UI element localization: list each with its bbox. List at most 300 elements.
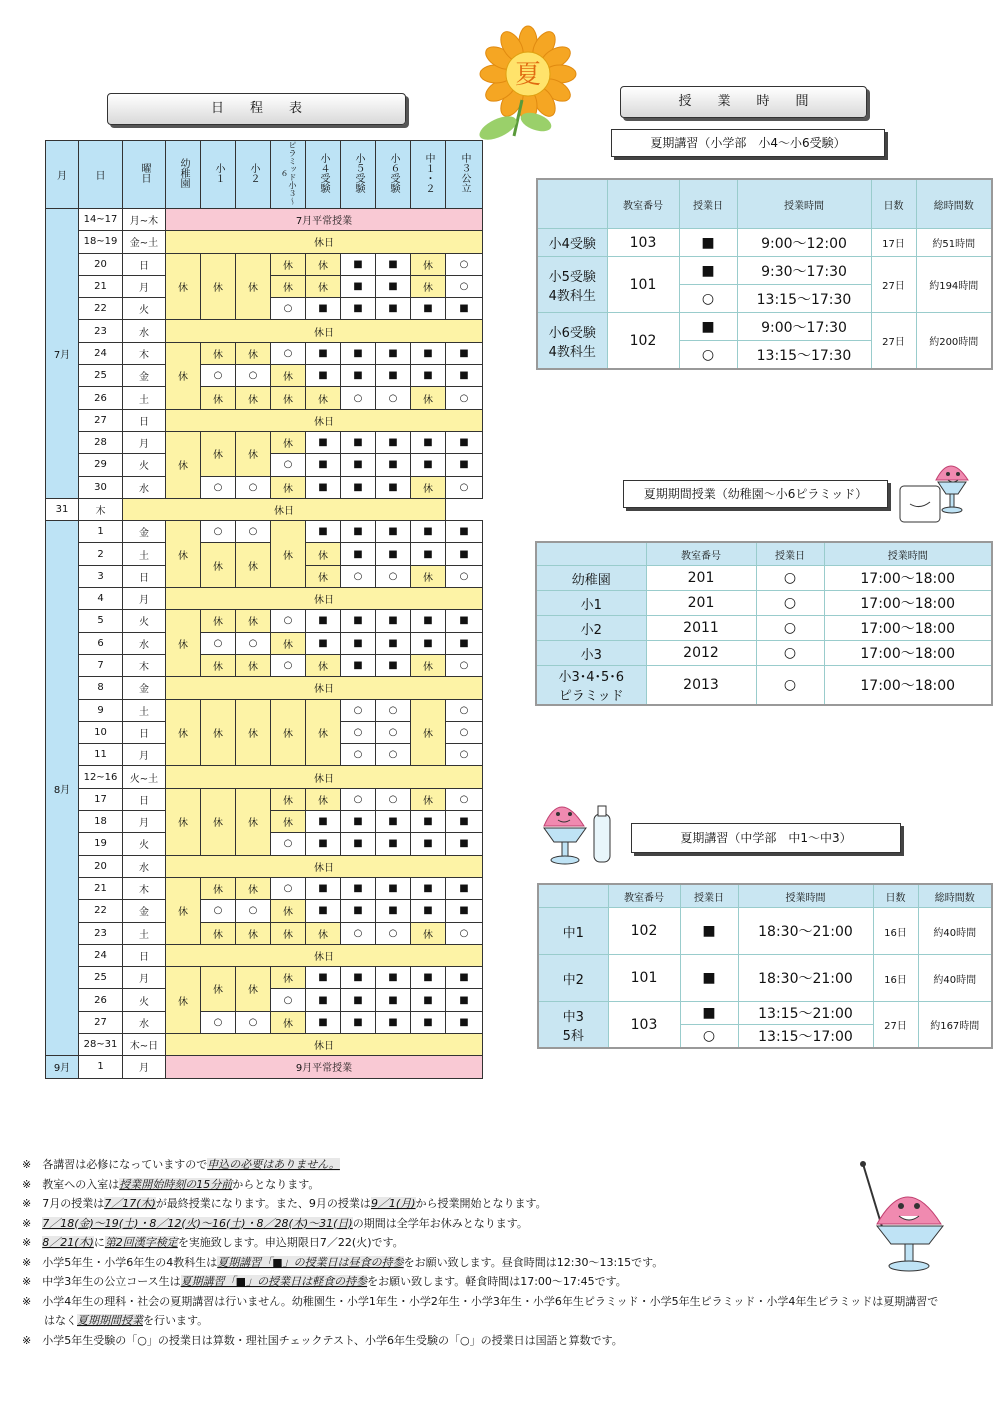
row-label: 小1 <box>536 591 646 616</box>
room-number: 102 <box>608 908 680 955</box>
grade-cell: ■ <box>376 275 411 297</box>
grade-cell: ○ <box>271 342 306 364</box>
row-label: 小3 <box>536 641 646 666</box>
grade-cell: ■ <box>376 253 411 275</box>
date-cell: 14~17 <box>79 209 123 231</box>
grade-cell: ■ <box>306 431 341 453</box>
grade-cell: 休 <box>411 253 446 275</box>
class-time-title: 授 業 時 間 <box>678 94 809 109</box>
weekday-cell: 水 <box>123 320 166 342</box>
room-number: 102 <box>607 313 679 370</box>
note-text: ※ 教室への入室は <box>22 1177 120 1191</box>
grade-cell: ■ <box>341 298 376 320</box>
table-row <box>536 666 992 706</box>
class-day-mark: ○ <box>679 285 737 313</box>
grade-cell: 休 <box>236 431 271 476</box>
total-hours: 約40時間 <box>918 908 992 955</box>
grade-cell: ■ <box>306 342 341 364</box>
grade-cell: ■ <box>341 476 376 498</box>
note-text: ※ 小学5年生受験の「○」の授業日は算数・理社国チェックテスト、小学6年生受験の「○」の授業日は国語と算数です。 <box>22 1333 623 1347</box>
t1-caption-box <box>611 129 885 157</box>
note-text: ※ 7月の授業は <box>22 1197 105 1210</box>
schedule-row <box>46 409 483 431</box>
grade-cell: 休 <box>306 253 341 275</box>
grade-cell: 休 <box>236 788 271 855</box>
schedule-row <box>46 498 483 520</box>
weekday-cell: 土 <box>123 699 166 721</box>
header-row <box>538 884 992 908</box>
grade-cell: 休 <box>411 654 446 676</box>
grade-cell: ■ <box>411 989 446 1011</box>
grade-cell: ■ <box>376 298 411 320</box>
grade-cell: ○ <box>236 365 271 387</box>
grade-cell: ■ <box>411 632 446 654</box>
header-cell: 授業時間 <box>738 884 873 908</box>
grade-cell: 休 <box>306 699 341 766</box>
grade-cell: ○ <box>446 721 483 743</box>
grade-cell: ■ <box>376 431 411 453</box>
grade-cell: 休 <box>306 654 341 676</box>
grade-cell: 休 <box>201 699 236 766</box>
table-row <box>537 229 992 257</box>
col-pyramid: ピラミッド小３〜６ <box>271 141 306 209</box>
period-class-table <box>535 541 993 706</box>
schedule-row <box>46 342 483 364</box>
grade-cell: ■ <box>446 342 483 364</box>
col-g4exam: 小４受験 <box>306 141 341 209</box>
grade-cell: ■ <box>446 365 483 387</box>
grade-cell: ■ <box>376 1011 411 1033</box>
grade-cell: ■ <box>341 275 376 297</box>
grade-cell: ■ <box>376 342 411 364</box>
total-hours: 約51時間 <box>916 229 992 257</box>
holiday-cell: 休日 <box>166 766 483 788</box>
class-time-title-box <box>620 86 867 118</box>
grade-cell: ■ <box>306 610 341 632</box>
class-time: 18:30～21:00 <box>738 955 873 1002</box>
grade-cell: 休 <box>166 253 201 320</box>
t2-caption: 夏期期間授業（幼稚園～小6ピラミッド） <box>643 487 868 501</box>
weekday-cell: 金 <box>123 365 166 387</box>
grade-cell: 休 <box>271 632 306 654</box>
holiday-cell: 休日 <box>166 231 483 253</box>
grade-cell: ○ <box>271 877 306 899</box>
date-cell: 8 <box>79 677 123 699</box>
header-cell: 教室番号 <box>608 884 680 908</box>
grade-cell: ■ <box>376 476 411 498</box>
class-day-mark: ○ <box>756 566 824 591</box>
note-line <box>22 1292 982 1312</box>
grade-cell: 休 <box>411 788 446 810</box>
note-emphasis: 第2回漢字検定 <box>104 1236 178 1249</box>
class-time: 17:00～18:00 <box>824 641 992 666</box>
schedule-row <box>46 431 483 453</box>
date-cell: 11 <box>79 744 123 766</box>
grade-cell: ■ <box>341 811 376 833</box>
note-text: が最終授業になります。また、9月の授業は <box>155 1197 371 1210</box>
day-count: 16日 <box>873 955 918 1002</box>
class-time: 18:30～21:00 <box>738 908 873 955</box>
date-cell: 17 <box>79 788 123 810</box>
grade-cell: ■ <box>411 298 446 320</box>
date-cell: 10 <box>79 721 123 743</box>
grade-cell: ■ <box>341 521 376 543</box>
grade-cell: ○ <box>341 387 376 409</box>
note-text: ※ <box>22 1216 43 1230</box>
grade-cell: ■ <box>376 365 411 387</box>
grade-cell: ■ <box>446 833 483 855</box>
grade-cell: ○ <box>236 900 271 922</box>
weekday-cell: 土 <box>123 922 166 944</box>
grade-cell: ○ <box>271 610 306 632</box>
grade-cell: 休 <box>271 699 306 766</box>
row-label: 幼稚園 <box>536 566 646 591</box>
grade-cell: 休 <box>271 387 306 409</box>
note-emphasis: 申込の必要はありません。 <box>207 1158 340 1171</box>
grade-cell: 休 <box>236 610 271 632</box>
class-day-mark: ■ <box>679 257 737 285</box>
class-day-mark: ○ <box>756 666 824 706</box>
grade-cell: 休 <box>271 476 306 498</box>
schedule-row <box>46 877 483 899</box>
grade-cell: ○ <box>271 654 306 676</box>
grade-cell: ■ <box>341 900 376 922</box>
note-text: をお願い致します。軽食時間は17:00～17:45です。 <box>367 1275 627 1288</box>
weekday-cell: 日 <box>123 253 166 275</box>
class-day-mark: ■ <box>679 229 737 257</box>
grade-cell: 休 <box>201 431 236 476</box>
grade-cell: 休 <box>201 610 236 632</box>
grade-cell: ○ <box>446 476 483 498</box>
note-line <box>22 1272 982 1292</box>
grade-cell: ■ <box>306 476 341 498</box>
note-text: の期間は全学年お休みとなります。 <box>352 1216 528 1230</box>
schedule-row <box>46 632 483 654</box>
weekday-cell: 木 <box>123 654 166 676</box>
grade-cell: ○ <box>376 922 411 944</box>
table-row <box>537 257 992 285</box>
grade-cell: 休 <box>166 967 201 1034</box>
date-cell: 24 <box>79 944 123 966</box>
grade-cell: ○ <box>236 632 271 654</box>
grade-cell: ■ <box>411 365 446 387</box>
grade-cell: ■ <box>306 365 341 387</box>
grade-cell: ○ <box>446 253 483 275</box>
grade-cell: 休 <box>411 565 446 587</box>
date-cell: 18~19 <box>79 231 123 253</box>
date-cell: 12~16 <box>79 766 123 788</box>
holiday-cell: 休日 <box>166 320 483 342</box>
col-month: 月 <box>46 141 79 209</box>
note-emphasis: 8／21(木) <box>42 1236 94 1249</box>
note-line <box>22 1253 982 1273</box>
grade-cell: ○ <box>446 699 483 721</box>
regular-class-cell: 9月平常授業 <box>166 1056 483 1078</box>
class-time: 17:00～18:00 <box>824 566 992 591</box>
weekday-cell: 金~土 <box>123 231 166 253</box>
note-text: をお願い致します。昼食時間は12:30～13:15です。 <box>403 1255 664 1269</box>
schedule-row <box>46 922 483 944</box>
schedule-row <box>46 967 483 989</box>
date-cell: 31 <box>46 498 79 520</box>
grade-cell: 休 <box>306 788 341 810</box>
class-day-mark: ■ <box>680 908 738 955</box>
grade-cell: 休 <box>201 922 236 944</box>
schedule-row <box>46 209 483 231</box>
schedule-row <box>46 610 483 632</box>
col-kinder: 幼稚園 <box>166 141 201 209</box>
grade-cell: ○ <box>271 454 306 476</box>
grade-cell: 休 <box>166 699 201 766</box>
table-row <box>538 908 992 955</box>
grade-cell: ○ <box>201 365 236 387</box>
total-hours: 約200時間 <box>916 313 992 370</box>
grade-cell: ■ <box>306 1011 341 1033</box>
grade-cell: ■ <box>341 454 376 476</box>
note-text: ※ 小学5年生・小学6年生の4教科生は <box>22 1255 218 1269</box>
schedule-row <box>46 766 483 788</box>
schedule-row <box>46 387 483 409</box>
grade-cell: 休 <box>166 521 201 588</box>
class-day-mark: ■ <box>680 955 738 1002</box>
grade-cell: 休 <box>201 654 236 676</box>
holiday-cell: 休日 <box>166 677 483 699</box>
schedule-row <box>46 1011 483 1033</box>
note-emphasis: 7／18(金)～19(土)・8／12(火)～16(土)・8／28(木)～31(日) <box>42 1216 353 1230</box>
date-cell: 30 <box>79 476 123 498</box>
grade-cell: 休 <box>271 811 306 833</box>
grade-cell: ■ <box>306 833 341 855</box>
date-cell: 23 <box>79 922 123 944</box>
weekday-cell: 木 <box>79 498 123 520</box>
weekday-cell: 水 <box>123 1011 166 1033</box>
row-label: 小4受験 <box>537 229 607 257</box>
note-text: を実施致します。申込期限日7／22(火)です。 <box>177 1236 404 1249</box>
grade-cell: ■ <box>341 877 376 899</box>
date-cell: 5 <box>79 610 123 632</box>
weekday-cell: 火 <box>123 833 166 855</box>
header-cell: 授業日 <box>680 884 738 908</box>
schedule-row <box>46 855 483 877</box>
room-number: 101 <box>607 257 679 313</box>
t2-caption-box <box>623 480 888 508</box>
month-cell: 9月 <box>46 1056 79 1078</box>
header-cell: 総時間数 <box>918 884 992 908</box>
grade-cell: ○ <box>446 788 483 810</box>
grade-cell: ■ <box>341 543 376 565</box>
date-cell: 25 <box>79 365 123 387</box>
table-row <box>536 616 992 641</box>
grade-cell: ■ <box>376 811 411 833</box>
month-cell: 7月 <box>46 209 79 499</box>
schedule-row <box>46 365 483 387</box>
grade-cell: ■ <box>376 454 411 476</box>
table-row <box>536 591 992 616</box>
schedule-row <box>46 654 483 676</box>
header-row <box>536 542 992 566</box>
grade-cell: ■ <box>376 833 411 855</box>
grade-cell: 休 <box>201 387 236 409</box>
header-cell <box>536 542 646 566</box>
grade-cell: ○ <box>201 632 236 654</box>
grade-cell: ■ <box>306 298 341 320</box>
header-cell: 授業時間 <box>824 542 992 566</box>
table-row <box>536 566 992 591</box>
note-text: ※ <box>22 1236 43 1249</box>
weekday-cell: 火 <box>123 454 166 476</box>
date-cell: 21 <box>79 275 123 297</box>
grade-cell: 休 <box>236 967 271 1012</box>
note-text: に <box>93 1236 105 1249</box>
grade-cell: ■ <box>341 342 376 364</box>
note-text: ※ 小学4年生の理科・社会の夏期講習は行いません。幼稚園生・小学1年生・小学2年生・小学3年生・小学6年生ピラミッド・小学5年生ピラミッド・小学4年生ピラミッドは夏期講習で <box>22 1294 939 1308</box>
date-cell: 7 <box>79 654 123 676</box>
date-cell: 25 <box>79 967 123 989</box>
header-cell: 授業時間 <box>737 179 871 229</box>
header-cell: 授業日 <box>679 179 737 229</box>
grade-cell: ■ <box>446 989 483 1011</box>
date-cell: 28~31 <box>79 1033 123 1055</box>
col-j3: 中３公立 <box>446 141 483 209</box>
date-cell: 22 <box>79 900 123 922</box>
grade-cell: ■ <box>446 877 483 899</box>
note-line <box>22 1214 982 1234</box>
total-hours: 約40時間 <box>918 955 992 1002</box>
grade-cell: ■ <box>446 632 483 654</box>
note-text: はなく <box>22 1314 77 1327</box>
weekday-cell: 月 <box>123 431 166 453</box>
day-count: 27日 <box>871 257 916 313</box>
date-cell: 1 <box>79 1056 123 1078</box>
weekday-cell: 金 <box>123 521 166 543</box>
note-emphasis: 7／17(木) <box>104 1197 156 1210</box>
date-cell: 20 <box>79 855 123 877</box>
note-emphasis: 夏期期間授業 <box>77 1314 143 1327</box>
grade-cell: ■ <box>341 253 376 275</box>
grade-cell: ■ <box>411 877 446 899</box>
sun-character: 夏 <box>514 60 542 90</box>
date-cell: 18 <box>79 811 123 833</box>
grade-cell: 休 <box>236 922 271 944</box>
grade-cell: 休 <box>271 900 306 922</box>
note-emphasis: 9／1(月) <box>370 1197 416 1210</box>
class-time: 17:00～18:00 <box>824 616 992 641</box>
row-label: 中1 <box>538 908 608 955</box>
weekday-cell: 火 <box>123 989 166 1011</box>
note-emphasis: 授業開始時刻の15分前 <box>119 1177 233 1191</box>
date-cell: 19 <box>79 833 123 855</box>
grade-cell: 休 <box>411 476 446 498</box>
grade-cell: 休 <box>306 275 341 297</box>
row-label: 小2 <box>536 616 646 641</box>
grade-cell: 休 <box>271 788 306 810</box>
date-cell: 20 <box>79 253 123 275</box>
notes-section <box>22 1155 982 1350</box>
grade-cell: ■ <box>341 365 376 387</box>
grade-cell: ■ <box>446 298 483 320</box>
grade-cell: 休 <box>201 788 236 855</box>
grade-cell: ○ <box>446 565 483 587</box>
class-day-mark: ○ <box>756 616 824 641</box>
grade-cell: ○ <box>376 721 411 743</box>
grade-cell: ○ <box>236 521 271 543</box>
schedule-row <box>46 521 483 543</box>
grade-cell: ■ <box>341 632 376 654</box>
grade-cell: 休 <box>201 253 236 320</box>
grade-cell: ■ <box>446 900 483 922</box>
class-day-mark: ○ <box>680 1025 738 1049</box>
grade-cell: ■ <box>306 989 341 1011</box>
grade-cell: 休 <box>236 877 271 899</box>
col-weekday: 曜日 <box>123 141 166 209</box>
grade-cell: ■ <box>411 342 446 364</box>
note-line <box>22 1311 982 1331</box>
date-cell: 9 <box>79 699 123 721</box>
grade-cell: ○ <box>341 699 376 721</box>
grade-cell: ○ <box>341 788 376 810</box>
note-emphasis: 夏期講習「■」の授業日は昼食の持参 <box>217 1255 404 1269</box>
grade-cell: ○ <box>201 521 236 543</box>
grade-cell: ■ <box>376 543 411 565</box>
holiday-cell: 休日 <box>166 855 483 877</box>
grade-cell: ■ <box>341 967 376 989</box>
grade-cell: 休 <box>271 1011 306 1033</box>
grade-cell: 休 <box>166 610 201 677</box>
grade-cell: ■ <box>446 543 483 565</box>
note-text: ※ 中学3年生の公立コース生は <box>22 1275 181 1288</box>
note-text: から授業開始となります。 <box>415 1197 547 1210</box>
date-cell: 27 <box>79 409 123 431</box>
grade-cell: ○ <box>341 721 376 743</box>
date-cell: 3 <box>79 565 123 587</box>
note-line <box>22 1233 982 1253</box>
weekday-cell: 火 <box>123 610 166 632</box>
grade-cell: ■ <box>411 967 446 989</box>
header-cell: 教室番号 <box>607 179 679 229</box>
grade-cell: ■ <box>446 1011 483 1033</box>
grade-cell: 休 <box>201 342 236 364</box>
date-cell: 4 <box>79 588 123 610</box>
grade-cell: 休 <box>271 253 306 275</box>
note-line <box>22 1155 982 1175</box>
schedule-row <box>46 588 483 610</box>
grade-cell: ■ <box>446 967 483 989</box>
weekday-cell: 月 <box>123 967 166 989</box>
weekday-cell: 日 <box>123 788 166 810</box>
grade-cell: ■ <box>341 654 376 676</box>
grade-cell: 休 <box>271 275 306 297</box>
weekday-cell: 月 <box>123 744 166 766</box>
col-g5exam: 小５受験 <box>341 141 376 209</box>
grade-cell: 休 <box>236 543 271 588</box>
grade-cell: ○ <box>376 788 411 810</box>
schedule-row <box>46 699 483 721</box>
col-date: 日 <box>79 141 123 209</box>
table-row <box>538 955 992 1002</box>
schedule-row <box>46 944 483 966</box>
weekday-cell: 日 <box>123 721 166 743</box>
header-cell: 日数 <box>873 884 918 908</box>
note-line <box>22 1331 982 1351</box>
note-text: からとなります。 <box>232 1177 320 1191</box>
grade-cell: 休 <box>236 342 271 364</box>
header-cell <box>537 179 607 229</box>
grade-cell: ■ <box>306 967 341 989</box>
class-time: 9:30～17:30 <box>737 257 871 285</box>
grade-cell: ■ <box>411 454 446 476</box>
schedule-row <box>46 231 483 253</box>
class-time: 13:15～21:00 <box>738 1002 873 1025</box>
